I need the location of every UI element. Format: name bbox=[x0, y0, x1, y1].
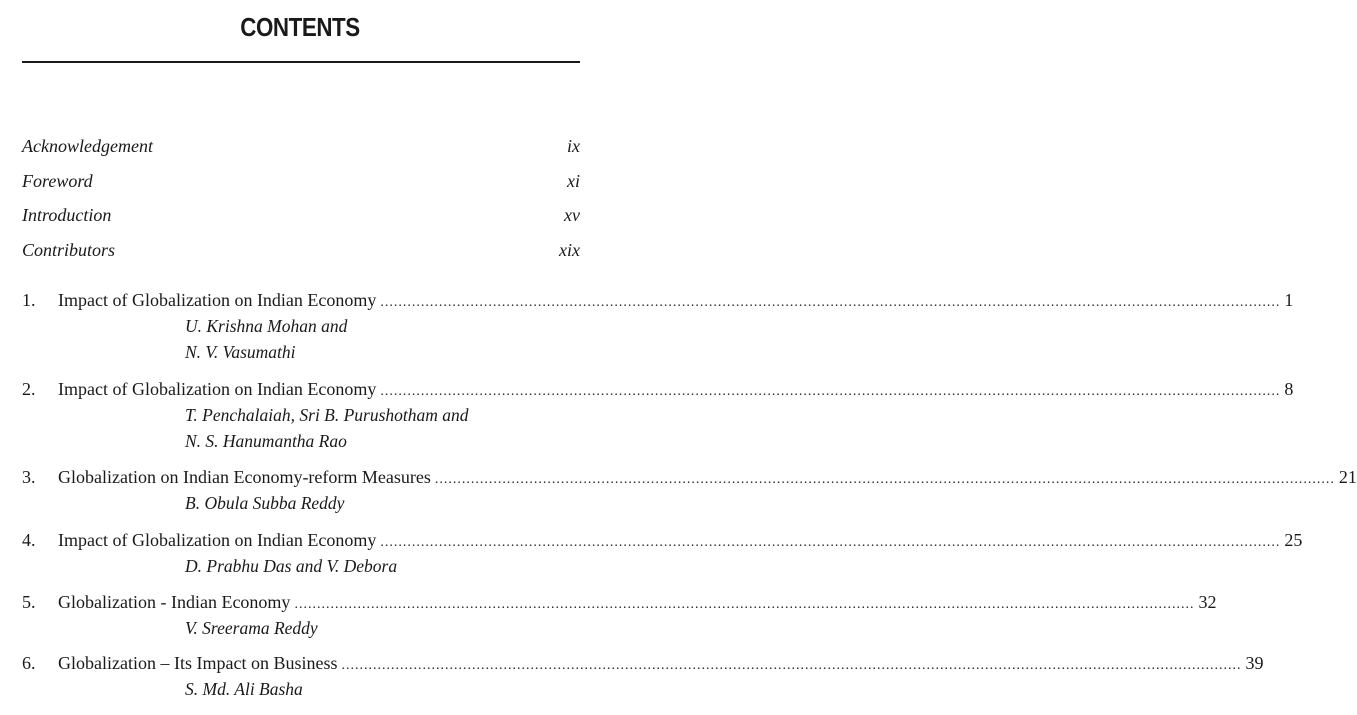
toc-chapter[interactable] bbox=[22, 376, 1294, 454]
chapter-number: 1. bbox=[22, 290, 36, 310]
toc-front-page: ix bbox=[567, 136, 580, 156]
toc-chapter[interactable] bbox=[22, 527, 1303, 579]
toc-chapter[interactable] bbox=[22, 650, 1264, 702]
toc-chapter[interactable] bbox=[22, 464, 1357, 516]
chapter-title: Impact of Globalization on Indian Economy bbox=[58, 530, 377, 550]
dot-leader: ........................................................................................................................................................................................................ bbox=[434, 472, 1335, 487]
chapter-title: Globalization – Its Impact on Business bbox=[58, 653, 338, 673]
chapter-number: 4. bbox=[22, 530, 36, 550]
dot-leader: ........................................................................................................................................................................................................ bbox=[380, 535, 1281, 550]
chapter-author: T. Penchalaiah, Sri B. Purushotham and bbox=[185, 405, 469, 425]
toc-front-label: Contributors bbox=[22, 240, 116, 260]
chapter-title: Impact of Globalization on Indian Economy bbox=[58, 379, 377, 399]
chapter-number: 2. bbox=[22, 379, 36, 399]
chapter-number: 6. bbox=[22, 653, 36, 673]
toc-chapter[interactable] bbox=[22, 589, 1217, 641]
chapter-author: N. S. Hanumantha Rao bbox=[185, 431, 347, 451]
chapter-author: D. Prabhu Das and V. Debora bbox=[185, 556, 398, 576]
toc-front-label: Introduction bbox=[22, 205, 112, 225]
dot-leader: ........................................................................................................................................................................................................ bbox=[380, 384, 1281, 399]
title-rule bbox=[22, 61, 580, 63]
toc-front-page: xi bbox=[567, 171, 580, 191]
chapter-page: 8 bbox=[1284, 379, 1294, 399]
chapter-title: Impact of Globalization on Indian Economy bbox=[58, 290, 377, 310]
chapter-number: 5. bbox=[22, 592, 36, 612]
chapter-page: 25 bbox=[1284, 530, 1303, 550]
chapter-author: N. V. Vasumathi bbox=[185, 342, 296, 362]
dot-leader: ........................................................................................................................................................................................................ bbox=[341, 658, 1242, 673]
chapter-author: V. Sreerama Reddy bbox=[185, 618, 318, 638]
toc-front-label: Acknowledgement bbox=[22, 136, 153, 156]
toc-front-page: xv bbox=[564, 205, 580, 225]
chapter-number: 3. bbox=[22, 467, 36, 487]
chapter-author: B. Obula Subba Reddy bbox=[185, 493, 345, 513]
chapter-title: Globalization - Indian Economy bbox=[58, 592, 291, 612]
chapter-author: U. Krishna Mohan and bbox=[185, 316, 348, 336]
chapter-page: 1 bbox=[1284, 290, 1294, 310]
chapter-page: 39 bbox=[1245, 653, 1264, 673]
page-title: CONTENTS bbox=[240, 12, 360, 42]
toc-chapter[interactable] bbox=[22, 287, 1294, 365]
chapter-page: 21 bbox=[1338, 467, 1357, 487]
toc-front-label: Foreword bbox=[22, 171, 93, 191]
dot-leader: ........................................................................................................................................................................................................ bbox=[380, 295, 1281, 310]
toc-front-page: xix bbox=[559, 240, 580, 260]
dot-leader: ........................................................................................................................................................................................................ bbox=[294, 597, 1195, 612]
chapter-title: Globalization on Indian Economy-reform Measures bbox=[58, 467, 431, 487]
chapter-author: S. Md. Ali Basha bbox=[185, 679, 303, 699]
chapter-page: 32 bbox=[1198, 592, 1217, 612]
